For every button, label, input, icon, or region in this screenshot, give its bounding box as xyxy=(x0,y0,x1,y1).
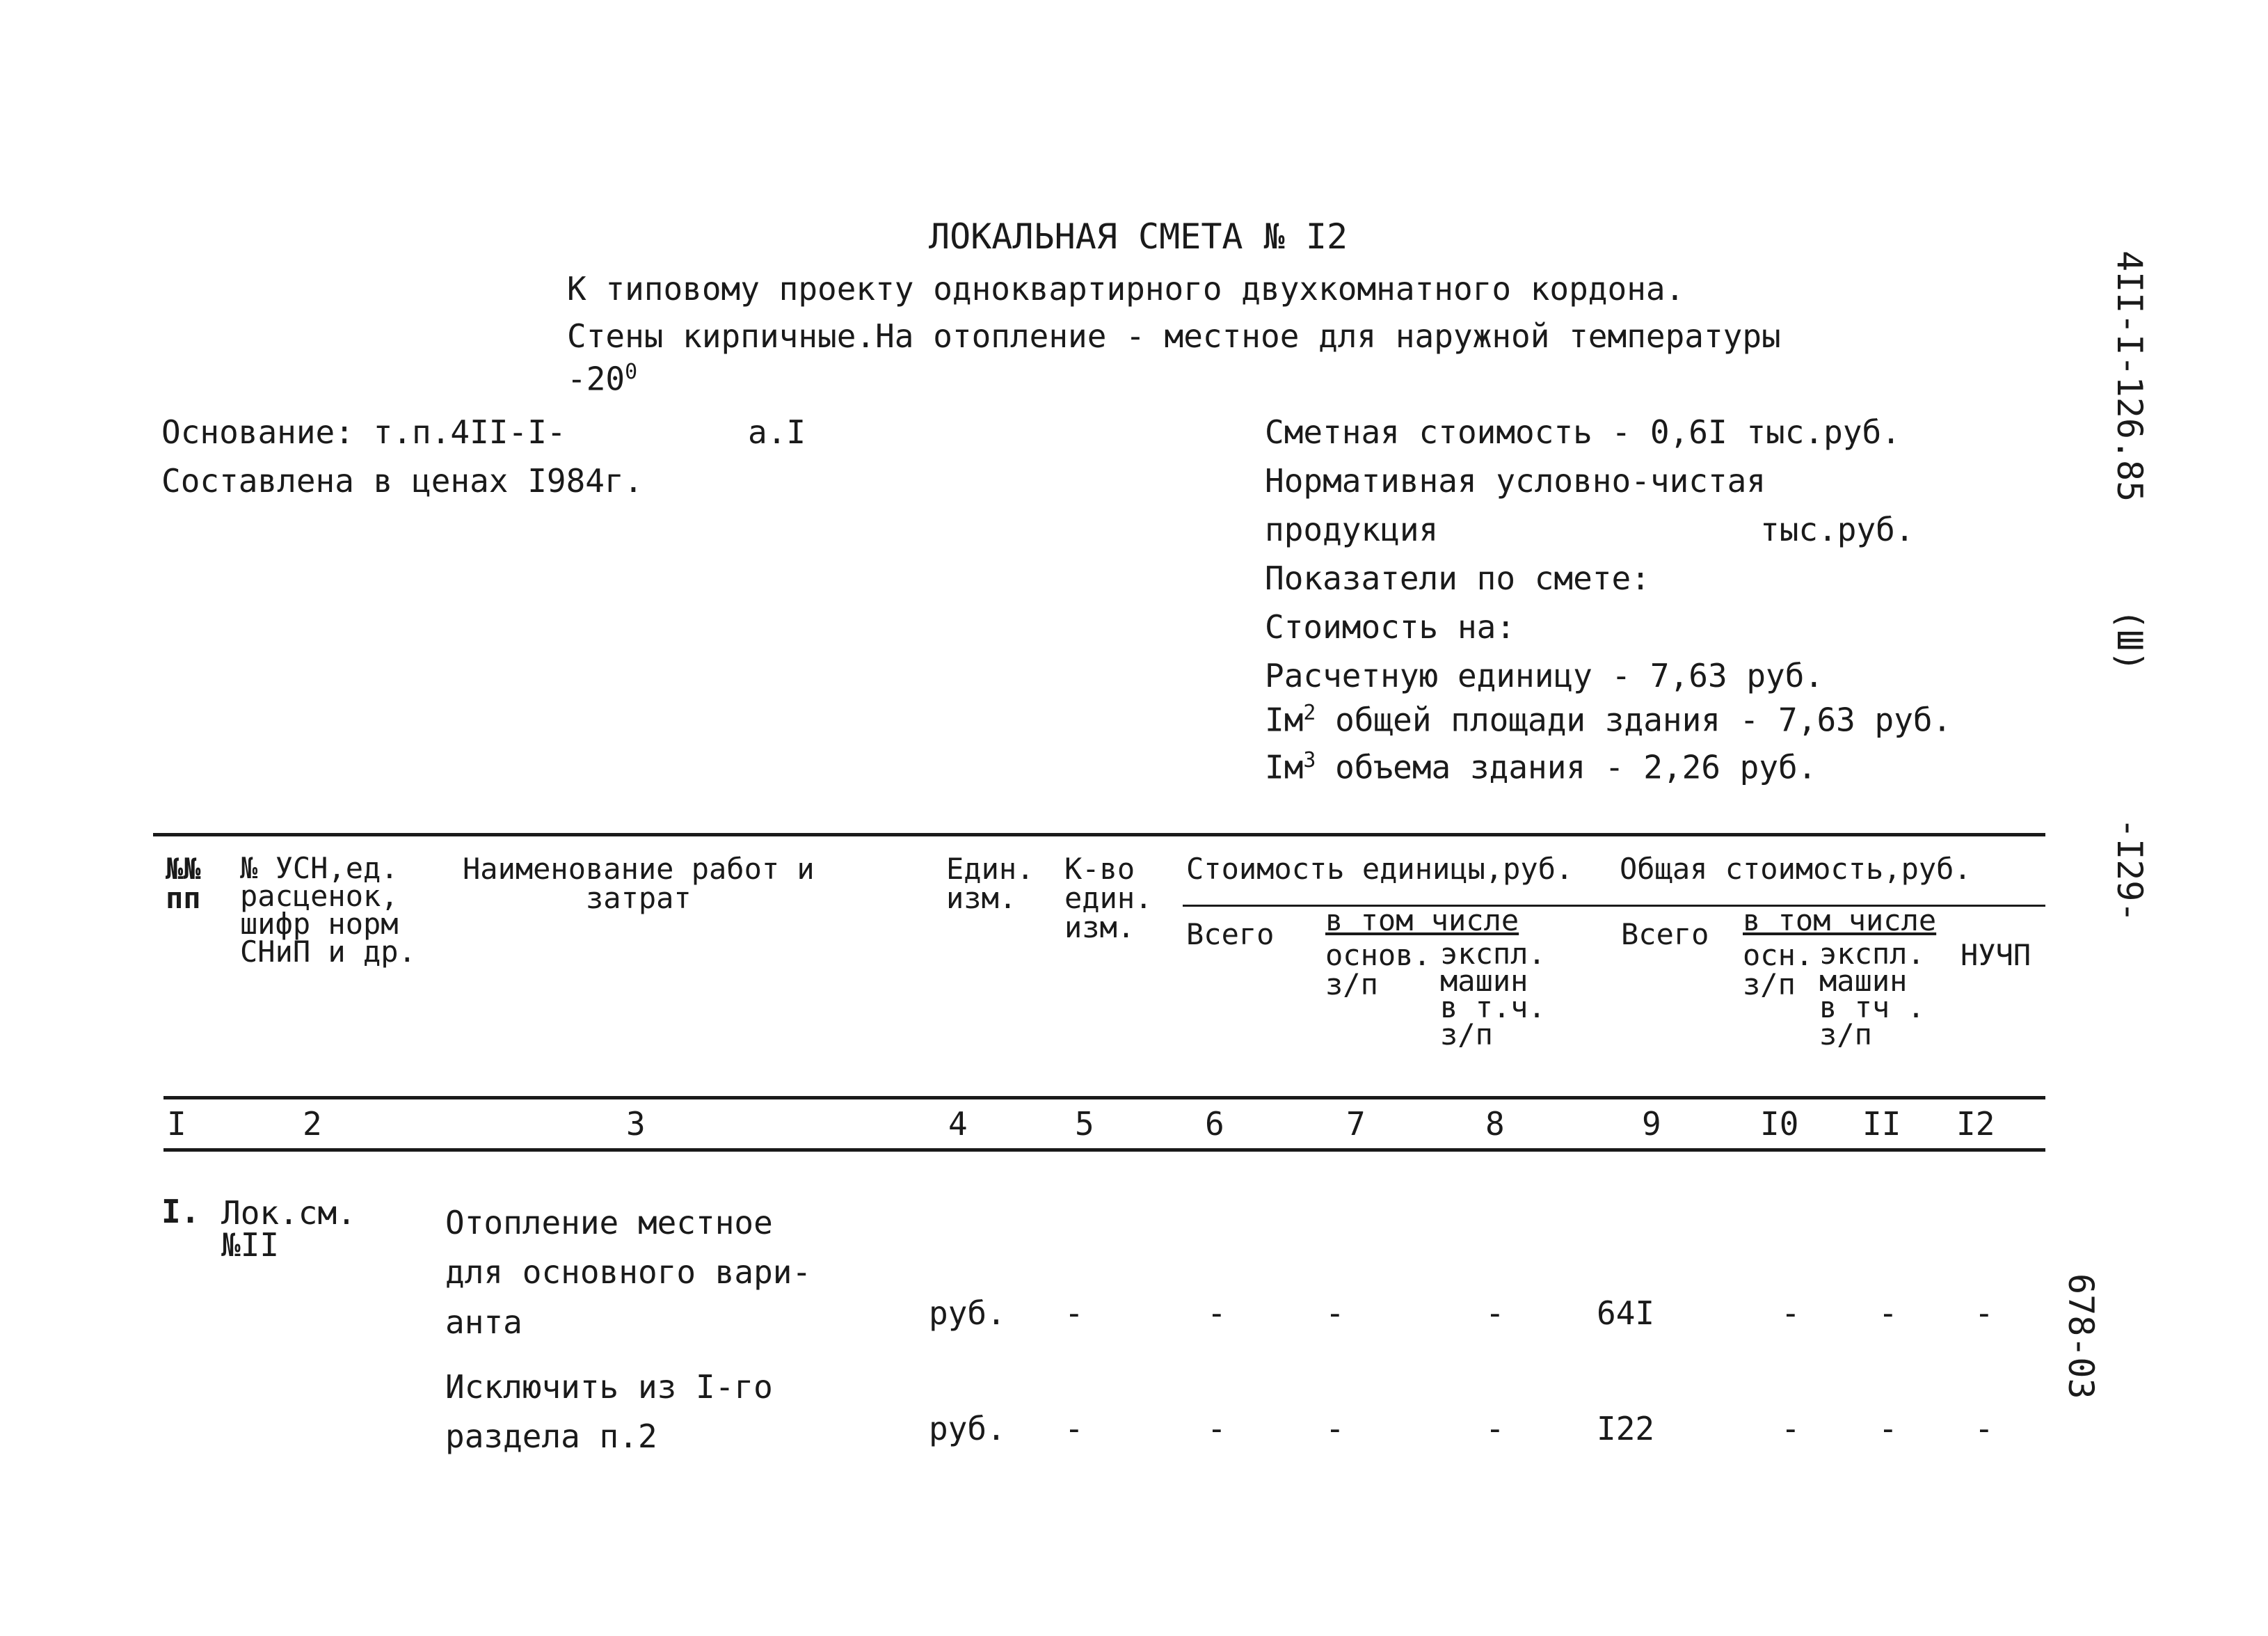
row-1-reference: Лок.см. №II xyxy=(221,1194,356,1264)
basis-label: Основание: т.п.4II-I- xyxy=(161,413,566,451)
col-num-4: 4 xyxy=(948,1105,968,1143)
subtitle-line-2: Стены кирпичные.На отопление - местное для наружной температуры xyxy=(567,317,1781,355)
col-num-10: I0 xyxy=(1760,1105,1799,1143)
header-unit-cost: Стоимость единицы,руб. xyxy=(1186,852,1574,886)
basis-prices: Составлена в ценах I984г. xyxy=(161,462,644,500)
row-2-name: Исключить из I-го раздела п.2 xyxy=(445,1368,773,1456)
margin-project-code: 4II-I-126.85 xyxy=(2109,251,2150,502)
row-1-c12: - xyxy=(1974,1294,1994,1332)
product-unit: тыс.руб. xyxy=(1760,511,1915,548)
cost-on-label: Стоимость на: xyxy=(1265,608,1516,646)
document-title: ЛОКАЛЬНАЯ СМЕТА № I2 xyxy=(929,216,1348,257)
row-1-name: Отопление местное для основного вари- анта xyxy=(445,1204,812,1341)
header-total-cost: Общая стоимость,руб. xyxy=(1620,852,1972,886)
row-2-c11: - xyxy=(1878,1410,1898,1447)
header-osnov: основ. з/п xyxy=(1325,938,1431,1001)
header-vsego-total: Всего xyxy=(1621,917,1709,951)
col-num-6: 6 xyxy=(1205,1105,1224,1143)
row-1-c10: - xyxy=(1781,1294,1800,1332)
col-num-11: II xyxy=(1862,1105,1901,1143)
row-1-unit: руб. xyxy=(929,1294,1006,1332)
basis-album: а.I xyxy=(748,413,806,451)
header-vtom-total: в том числе xyxy=(1743,903,1937,937)
col-num-3: 3 xyxy=(626,1105,646,1143)
per-volume-cost: $Iм^3$ объема здания - 2,26 руб. xyxy=(1265,748,1817,786)
row-1-c8: - xyxy=(1485,1294,1505,1332)
estimated-cost: Сметная стоимость - 0,6I тыс.руб. xyxy=(1265,413,1901,451)
col-num-7: 7 xyxy=(1346,1105,1366,1143)
margin-stamp: 678-03 xyxy=(2061,1273,2101,1399)
margin-album: (Ш) xyxy=(2109,609,2150,672)
row-1-qty: - xyxy=(1064,1294,1084,1332)
col-num-8: 8 xyxy=(1485,1105,1505,1143)
row-1-number: I. xyxy=(161,1193,200,1230)
header-usn: № УСН,ед. расценок, шифр норм СНиП и др. xyxy=(240,851,416,969)
header-vsego-unit: Всего xyxy=(1186,917,1275,951)
col-num-1: I xyxy=(167,1105,186,1143)
header-ekspl: экспл. машин в т.ч. з/п xyxy=(1440,937,1546,1051)
col-num-12: I2 xyxy=(1956,1105,1995,1143)
header-osn-total: осн. з/п xyxy=(1743,938,1814,1001)
normative-label: Нормативная условно-чистая xyxy=(1265,462,1766,500)
row-2-qty: - xyxy=(1064,1410,1084,1447)
per-unit-cost: Расчетную единицу - 7,63 руб. xyxy=(1265,657,1824,694)
product-label: продукция xyxy=(1265,511,1439,548)
row-1-c6: - xyxy=(1207,1294,1227,1332)
header-qty: К-во един. изм. xyxy=(1064,852,1153,944)
col-num-2: 2 xyxy=(303,1105,322,1143)
row-1-c11: - xyxy=(1878,1294,1898,1332)
row-2-unit: руб. xyxy=(929,1410,1006,1447)
subtitle-line-3: $-20^0$ xyxy=(567,360,638,398)
row-2-c6: - xyxy=(1207,1410,1227,1447)
row-1-total: 64I xyxy=(1597,1294,1655,1332)
row-2-c8: - xyxy=(1485,1410,1505,1447)
table-top-rule xyxy=(153,833,2045,836)
col-num-5: 5 xyxy=(1075,1105,1094,1143)
margin-page-number: -I29- xyxy=(2109,818,2150,923)
row-2-c10: - xyxy=(1781,1410,1800,1447)
row-2-c7: - xyxy=(1325,1410,1345,1447)
header-name: Наименование работ и затрат xyxy=(463,852,815,915)
header-vtom-unit: в том числе xyxy=(1325,903,1519,937)
col-num-9: 9 xyxy=(1642,1105,1661,1143)
indicators-label: Показатели по смете: xyxy=(1265,559,1650,597)
header-num: №№ пп xyxy=(166,852,201,915)
header-nuchp: НУЧП xyxy=(1960,938,2031,972)
per-area-cost: $Iм^2$ общей площади здания - 7,63 руб. xyxy=(1265,701,1952,739)
subtitle-line-1: К типовому проекту одноквартирного двухкомнатного кордона. xyxy=(567,270,1685,308)
header-bottom-rule xyxy=(163,1096,2045,1099)
row-1-c7: - xyxy=(1325,1294,1345,1332)
row-2-total: I22 xyxy=(1597,1410,1655,1447)
header-unit: Един. изм. xyxy=(946,852,1035,915)
row-2-c12: - xyxy=(1974,1410,1994,1447)
col-number-rule xyxy=(163,1148,2045,1152)
header-ekspl-total: экспл. машин в тч . з/п xyxy=(1819,937,1925,1051)
